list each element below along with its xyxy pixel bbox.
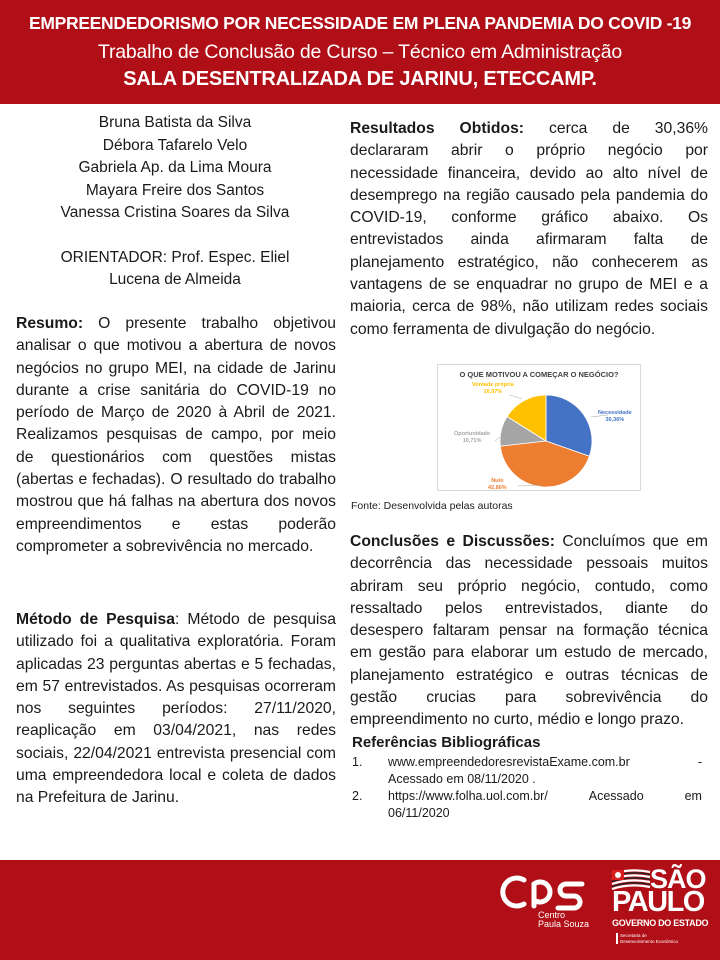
pie-chart-graphic — [438, 365, 640, 490]
chart-source-caption: Fonte: Desenvolvida pelas autoras — [351, 500, 513, 512]
sp-logo-paulo: PAULO — [612, 886, 704, 918]
poster-header — [0, 0, 720, 104]
poster-title: EMPREENDEDORISMO POR NECESSIDADE EM PLENA PANDEMIA DO COVID -19 — [28, 13, 692, 33]
method-heading: Método de Pesquisa — [16, 611, 175, 628]
conclusions-heading: Conclusões e Discussões: — [350, 533, 555, 550]
abstract-text: O presente trabalho objetivou analisar o que motivou a abertura de novos negócios no grupo MEI, na cidade de Jarinu durante a crise sanitária do COVID-19 no período de Março de 2020 à Abril de 2021. Realizamos pesquisas de campo, por meio de questionários com questões mistas (abertas e fechadas). O resultado do trabalho mostrou que há falhas na abertura dos novos empreendimentos e estas poderão comprometer a sobrevivência no mercado. — [16, 315, 336, 555]
authors-block — [10, 112, 340, 292]
chart-title: O QUE MOTIVOU A COMEÇAR O NEGÓCIO? — [459, 370, 619, 379]
divider — [616, 933, 618, 944]
results-section — [350, 118, 708, 341]
author-name: Mayara Freire dos Santos — [85, 181, 265, 199]
reference-link[interactable]: www.empreendedoresrevistaExame.com.br — [388, 755, 630, 769]
reference-item: 1. www.empreendedoresrevistaExame.com.br - Acessado em 08/11/2020 . — [352, 755, 702, 786]
method-text: : Método de pesquisa utilizado foi a qualitativa exploratória. Foram aplicadas 23 perguntas abertas e 5 fechadas, em 57 entrevistados. As pesquisas ocorreram nos seguintes períodos: 27/11/2020, reaplicação em 03/04/2021, nas redes sociais, 22/04/2021 entrevista presencial com uma empreendedora local e coleta de dados na Prefeitura de Jarinu. — [16, 611, 336, 807]
references-list — [352, 754, 702, 822]
cps-logo-text: Centro Paula Souza — [538, 910, 590, 929]
pie-chart — [437, 364, 641, 491]
author-name: Bruna Batista da Silva — [98, 114, 252, 131]
results-heading: Resultados Obtidos: — [350, 120, 525, 137]
author-name: Débora Tafarelo Velo — [102, 136, 248, 154]
sp-logo-sao: SÃO — [650, 864, 706, 894]
author-name: Vanessa Cristina Soares da Silva — [60, 204, 290, 221]
reference-item: 2. https://www.folha.uol.com.br/ Acessado em 06/11/2020 — [352, 789, 702, 820]
abstract-heading: Resumo: — [16, 315, 84, 332]
method-section — [16, 609, 336, 810]
author-name: Gabriela Ap. da Lima Moura — [78, 159, 272, 176]
conclusions-text: Concluímos que em decorrência das necessidade pessoais muitos abriram seu próprio negócio, contudo, como ressaltado pelos entrevistados, diante do desespero faltaram pensar na formação técnica em gestão para elaborar um estudo de mercado, planejamento estratégico e outras técnicas de gestão crucias para sobrevivência do empreendimento no curto, médio e longo prazo. — [350, 533, 708, 729]
sp-logo-governo: GOVERNO DO ESTADO — [612, 918, 709, 928]
abstract-section — [16, 313, 336, 558]
reference-link[interactable]: https://www.folha.uol.com.br/ — [388, 789, 548, 803]
slice-label-nulo: Nulo 42,86% — [488, 478, 507, 491]
conclusions-section — [350, 531, 708, 732]
poster-subtitle: Trabalho de Conclusão de Curso – Técnico em Administração — [97, 41, 623, 63]
slice-label-oportunidade: Oportunidade 10,71% — [454, 431, 491, 444]
sp-logo-secretaria: Secretaria de Desenvolvimento Econômico — [620, 933, 679, 944]
institution-name: SALA DESENTRALIZADA DE JARINU, ETECCAMP. — [123, 68, 597, 90]
slice-label-necessidade: Necessidade 30,36% — [598, 410, 632, 423]
results-text: cerca de 30,36% declararam abrir o próprio negócio por necessidade financeira, devido ao alto nível de desemprego na região causado pela pandemia do COVID-19, conforme gráfico abaixo. Os entrevistados ainda afirmaram falta de planejamento estratégico, não conhecerem as vantagens de se enquadrar no grupo de MEI e a maioria, cerca de 98%, não utilizam redes sociais como ferramenta de divulgação do negócio. — [350, 120, 708, 338]
advisor-line-1: ORIENTADOR: Prof. Espec. Eliel — [60, 248, 290, 266]
slice-label-vontade-propria: Vontade própria 16,07% — [472, 382, 514, 395]
advisor-line-2: Lucena de Almeida — [109, 271, 241, 288]
references-heading: Referências Bibliográficas — [352, 734, 541, 751]
sao-paulo-government-logo — [606, 866, 716, 956]
